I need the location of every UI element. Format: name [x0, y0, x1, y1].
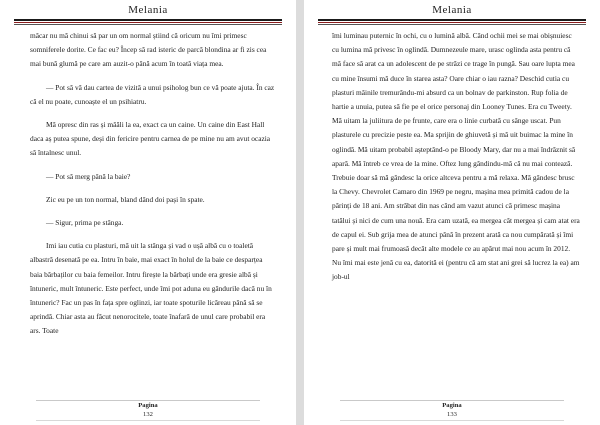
header-rule-thick	[14, 19, 282, 21]
left-page	[0, 0, 296, 425]
page-number: 133	[447, 411, 457, 418]
header-rule-red	[14, 22, 282, 23]
paragraph: Mă opresc din ras și mâăli la ea, exact ca un caine. Un caine din East Hall daca aș putea spune, deși din fericire pentru carnea de pe mine nu am avut ocazia să întalnesc unul.	[30, 120, 271, 158]
footer-bottom-rule	[340, 420, 564, 421]
paragraph: — Pot să merg până la baie?	[46, 171, 131, 181]
running-header-title: Melania	[432, 4, 472, 16]
right-page-body	[332, 29, 580, 285]
paragraph: — Pot să vă dau cartea de vizită a unui psiholog bun ce vă poate ajuta. În caz că el nu poate, cunoaște el un psihiatru.	[30, 82, 275, 106]
page-number: 132	[143, 411, 153, 418]
paragraph: Zic eu pe un ton normal, bland dând doi pași în spate.	[46, 194, 205, 204]
left-page-body	[30, 29, 276, 339]
right-page	[304, 0, 600, 425]
header-rule-thin	[318, 24, 586, 25]
header-rule-thick	[318, 19, 586, 21]
footer-rule	[36, 400, 260, 401]
footer-bottom-rule	[36, 420, 260, 421]
paragraph: îmi luminau puternic în ochi, cu o lumină albă. Când ochii mei se mai obișnuiesc cu lumina mă privesc în oglindă. Dumnezeule mare, urasc oglinda asta pentru că mă face să arat ca un adolescent de pe străzi ce trage în pungă. Sau oare lupta mea cu mine însumi mă duce în starea asta? Oare chiar o iau razna? Deschid cutia cu plasturi mâinile tremurându-mi absurd ca un bolnav de parkinston. Rup folia de hartie a unuia, putea să fie pe el orice personaj din Looney Tunes. Era cu Tweety. Mă uitam la juliitura de pe frunte, care era o linie curbată cu sânge uscat. Pun plasturele cu precizie peste ea. Ma sprijin de ghiuvetă și mă uit buimac la mine în oglindă. Mă uitam probabil așteptând-o pe Bloody Mary, dar nu a mai îndrăznit să apară. Mă întreb ce vrea de la mine. Oftez lung gândindu-mă că nu mai contează. Trebuie doar să mă gândesc la orice altceva pentru a mă relaxa. Mă gândesc brusc la Chevy. Chevrolet Camaro din 1969 pe negru, mașina mea primită cadou de la părinți de 18 ani. Am străbat din nas când am vazut atunci că primesc mașina tatălui și nici de cum una nouă. Era cam uzată, ea mergea cât mergea și cam atat era de capul ei. Sub grija mea de atunci până în prezent arată ca nou cumpărată și îmi pare și mult mai frumoasă decât alte modele ce au apărut mai nou acum în 2012. Nu îmi mai este jenă cu ea, datorită ei (pentru că am stat ani grei să lucrez la ea) am job-ul	[332, 31, 580, 282]
paragraph: — Sigur, prima pe stânga.	[46, 218, 124, 228]
footer-rule	[340, 400, 564, 401]
paragraph: Imi iau cutia cu plasturi, mă uit la stânga și vad o ușă albă cu o toaletă albastră desenată pe ea. Intru în baie, mai exact în holul de la baie ce desparțea baia bărbaților cu baia femeilor. Intru firește la bărbați unde era gresie albă și întuneric, mult întuneric. Este perfect, unde îmi pot aduna eu gândurile dacă nu în întuneric? Fac un pas în fața spre oglinzi, iar toate spoturile licăreau până să se aprindă. Chiar asta au făcut nenorocitele, toate înafară de unul care probabil era ars. Toate	[30, 241, 272, 336]
page-gutter	[296, 0, 304, 425]
paragraph: mâcar nu mă chinui să par un om normal știind că oricum nu îmi primesc somniferele dorite. Ce fac eu? Încep să rad isteric de parcă blondina ar fi zis cea mai bună glumă pe care am auzit-o până acum în toată viața mea.	[30, 31, 267, 69]
header-rule-red	[318, 22, 586, 23]
header-rule-thin	[14, 24, 282, 25]
footer-page-label: Pagina	[442, 402, 462, 409]
footer-page-label: Pagina	[138, 402, 158, 409]
running-header-title: Melania	[128, 4, 168, 16]
